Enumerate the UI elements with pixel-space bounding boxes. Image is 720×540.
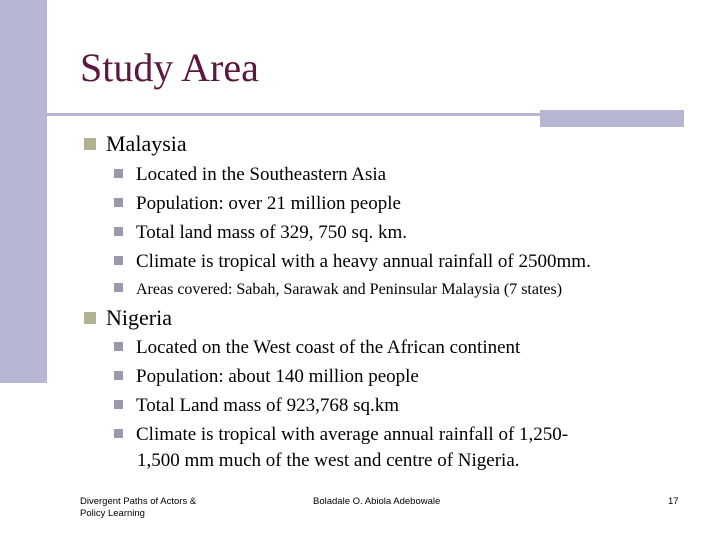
square-bullet-icon — [114, 400, 123, 409]
list-item: Total Land mass of 923,768 sq.km — [114, 391, 399, 420]
list-item: Located in the Southeastern Asia — [114, 160, 386, 189]
list-item: Population: about 140 million people — [114, 362, 419, 391]
square-bullet-icon — [114, 198, 123, 207]
list-item: Population: over 21 million people — [114, 189, 401, 218]
square-bullet-icon — [84, 138, 96, 150]
square-bullet-icon — [114, 371, 123, 380]
page-number: 17 — [668, 496, 679, 507]
section-heading-malaysia: Malaysia — [84, 131, 187, 157]
footer-author: Boladale O. Abiola Adebowale — [313, 496, 441, 507]
list-item: Climate is tropical with a heavy annual rainfall of 2500mm. — [114, 247, 591, 276]
square-bullet-icon — [114, 227, 123, 236]
list-item: Total land mass of 329, 750 sq. km. — [114, 218, 407, 247]
slide-title: Study Area — [80, 45, 259, 90]
list-item: Areas covered: Sabah, Sarawak and Peninsular Malaysia (7 states) — [114, 275, 562, 304]
list-item: Located on the West coast of the African continent — [114, 333, 520, 362]
square-bullet-icon — [114, 429, 123, 438]
section-heading-nigeria: Nigeria — [84, 305, 172, 331]
square-bullet-icon — [114, 342, 123, 351]
square-bullet-icon — [84, 312, 96, 324]
footer-left-text: Divergent Paths of Actors & Policy Learning — [80, 496, 197, 519]
list-item-continuation: 1,500 mm much of the west and centre of Nigeria. — [137, 450, 520, 471]
list-item: Climate is tropical with average annual rainfall of 1,250- — [114, 420, 568, 449]
square-bullet-icon — [114, 283, 123, 292]
square-bullet-icon — [114, 256, 123, 265]
square-bullet-icon — [114, 169, 123, 178]
